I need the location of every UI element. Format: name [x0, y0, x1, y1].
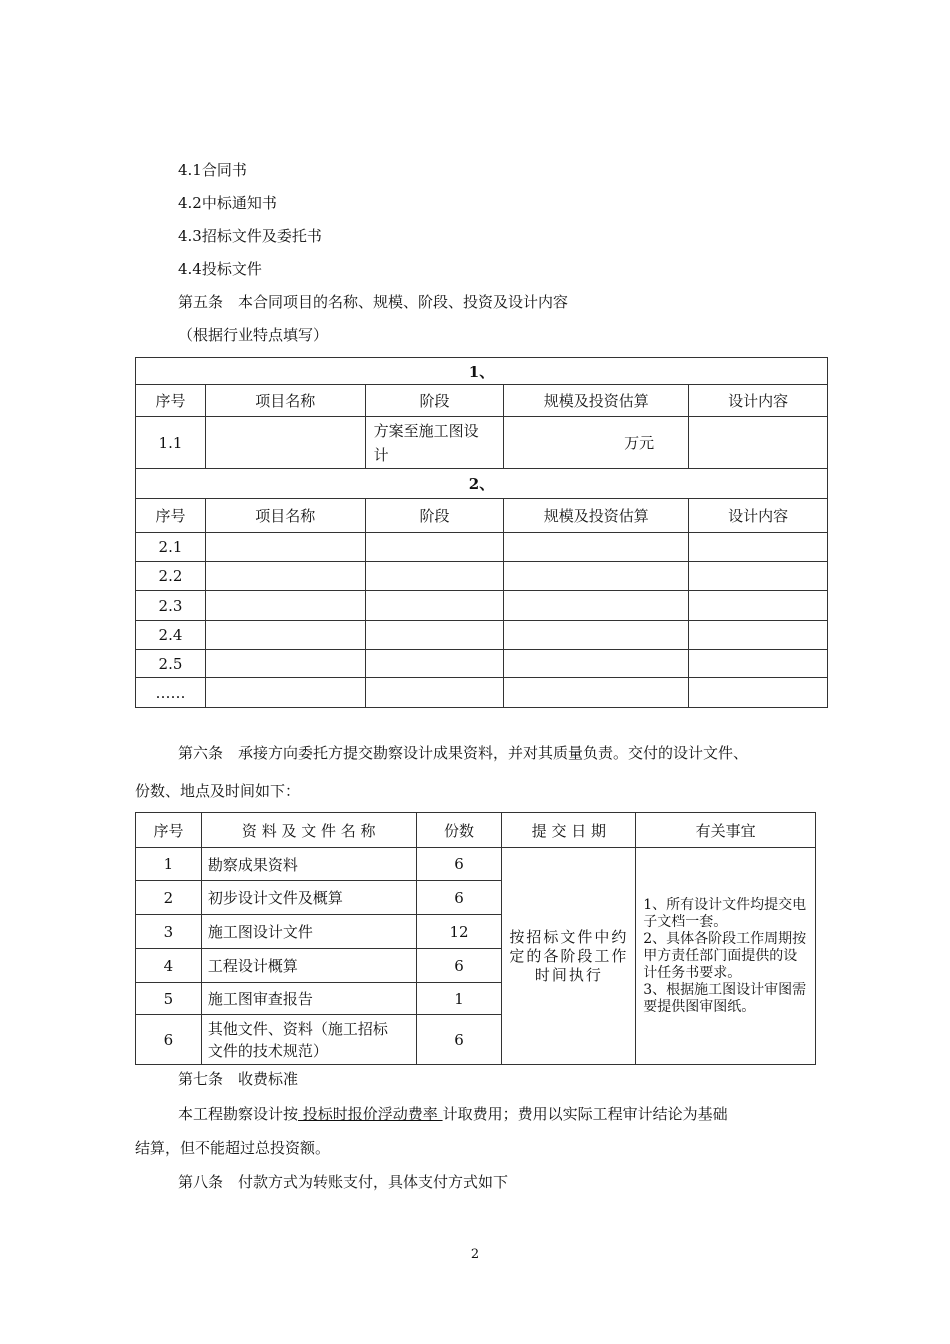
- matter-item: 3、根据施工图设计审图需要提供图审图纸。: [643, 981, 807, 1015]
- list-number: 4.1: [178, 161, 202, 179]
- cell-count: 6: [416, 881, 502, 915]
- list-text: 投标文件: [201, 260, 262, 278]
- cell-seq: 2.5: [136, 650, 206, 678]
- cell-seq: 1: [136, 848, 202, 881]
- header-submit-date: 提 交 日 期: [502, 813, 636, 848]
- cell-seq: ……: [136, 678, 206, 708]
- article7-body-suffix: 计取费用；费用以实际工程审计结论为基础: [442, 1105, 728, 1123]
- list-item-4-4: [178, 259, 262, 279]
- list-item-4-3: [178, 226, 322, 246]
- header-content: 设计内容: [689, 385, 828, 417]
- article5-note: （根据行业特点填写）: [178, 326, 329, 344]
- list-text: 招标文件及委托书: [201, 227, 322, 245]
- cell-matters: [636, 848, 816, 1065]
- cell-file-name: 施工图审查报告: [201, 983, 416, 1015]
- page-number: 2: [470, 1247, 480, 1262]
- header-scale: 规模及投资估算: [504, 385, 689, 417]
- header-count: 份数: [416, 813, 502, 848]
- cell-seq: 2.3: [136, 591, 206, 621]
- project-table: [135, 357, 828, 708]
- table-row: [136, 533, 828, 562]
- cell-file-name-line1: 其他文件、资料（施工招标: [207, 1019, 388, 1038]
- cell-project-name: [205, 417, 365, 469]
- cell-content: [689, 417, 828, 469]
- cell-stage-line1: 方案至施工图设: [373, 421, 479, 440]
- cell-count: 6: [416, 848, 502, 881]
- cell-file-name-line2: 文件的技术规范）: [207, 1041, 328, 1060]
- cell-count: 6: [416, 1015, 502, 1065]
- cell-stage: [365, 417, 504, 469]
- cell-count: 12: [416, 915, 502, 949]
- article7-title: 第七条 收费标准: [178, 1070, 299, 1088]
- article5-title: 第五条 本合同项目的名称、规模、阶段、投资及设计内容: [178, 293, 569, 311]
- header-seq: 序号: [136, 499, 206, 533]
- table-row: [136, 417, 828, 469]
- table-row: [136, 650, 828, 678]
- article6-line2: 份数、地点及时间如下：: [135, 782, 301, 800]
- cell-seq: 2: [136, 881, 202, 915]
- article7-body-prefix: 本工程勘察设计按: [178, 1105, 299, 1123]
- section-2-header: 2、: [136, 469, 828, 499]
- table-row: [136, 591, 828, 621]
- matter-item: 2、具体各阶段工作周期按甲方责任部门面提供的设计任务书要求。: [643, 930, 807, 981]
- cell-stage-line2: 计: [373, 445, 389, 464]
- cell-file-name: 初步设计文件及概算: [201, 881, 416, 915]
- cell-file-name: 工程设计概算: [201, 949, 416, 983]
- cell-count: 6: [416, 949, 502, 983]
- header-seq: 序号: [136, 813, 202, 848]
- header-file-name: 资 料 及 文 件 名 称: [201, 813, 416, 848]
- list-number: 4.2: [178, 194, 202, 212]
- section-1-header: 1、: [136, 358, 828, 385]
- list-item-4-2: [178, 193, 277, 213]
- cell-scale: 万元: [504, 417, 689, 469]
- cell-submit-date: 按招标文件中约定的各阶段工作时间执行: [502, 848, 636, 1065]
- article6-line1: 第六条 承接方向委托方提交勘察设计成果资料，并对其质量负责。交付的设计文件、: [178, 744, 749, 762]
- cell-seq: 5: [136, 983, 202, 1015]
- cell-file-name: 施工图设计文件: [201, 915, 416, 949]
- header-project-name: 项目名称: [205, 385, 365, 417]
- header-seq: 序号: [136, 385, 206, 417]
- header-stage: 阶段: [365, 385, 504, 417]
- fee-rate-underlined: 投标时报价浮动费率: [298, 1105, 443, 1123]
- cell-file-name: [201, 1015, 416, 1065]
- article8-title: 第八条 付款方式为转账支付，具体支付方式如下: [178, 1173, 509, 1191]
- deliverables-table: [135, 812, 816, 1065]
- list-text: 中标通知书: [201, 194, 277, 212]
- cell-seq: 2.1: [136, 533, 206, 562]
- table-row: [136, 678, 828, 708]
- list-number: 4.4: [178, 260, 202, 278]
- cell-seq: 2.4: [136, 621, 206, 650]
- cell-seq: 1.1: [136, 417, 206, 469]
- list-number: 4.3: [178, 227, 202, 245]
- header-stage: 阶段: [365, 499, 504, 533]
- cell-seq: 6: [136, 1015, 202, 1065]
- list-text: 合同书: [201, 161, 247, 179]
- header-project-name: 项目名称: [205, 499, 365, 533]
- cell-count: 1: [416, 983, 502, 1015]
- matter-item: 1、所有设计文件均提交电子文档一套。: [643, 896, 807, 930]
- cell-file-name: 勘察成果资料: [201, 848, 416, 881]
- header-content: 设计内容: [689, 499, 828, 533]
- cell-seq: 4: [136, 949, 202, 983]
- table-row: [136, 562, 828, 591]
- table-row: [136, 621, 828, 650]
- article7-body: [178, 1104, 728, 1124]
- header-matters: 有关事宜: [636, 813, 816, 848]
- list-item-4-1: [178, 160, 247, 180]
- table-row: [136, 848, 816, 881]
- article7-body-line2: 结算，但不能超过总投资额。: [135, 1139, 331, 1157]
- header-scale: 规模及投资估算: [504, 499, 689, 533]
- cell-seq: 3: [136, 915, 202, 949]
- cell-seq: 2.2: [136, 562, 206, 591]
